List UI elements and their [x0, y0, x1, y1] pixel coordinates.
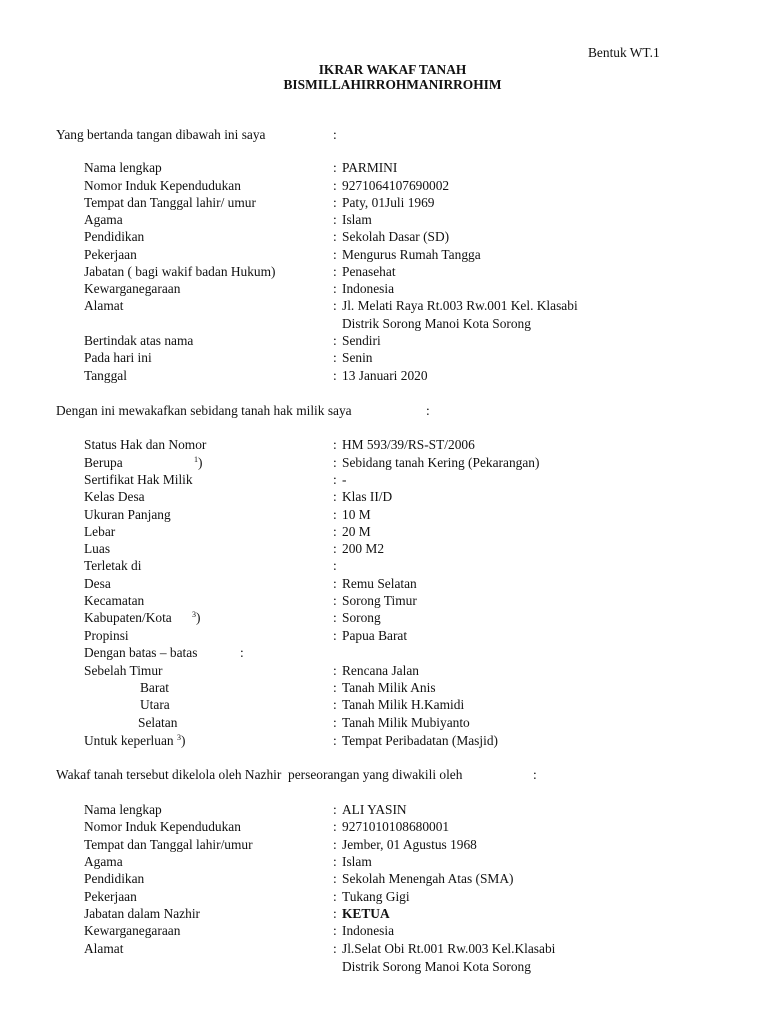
day-value: : Senin	[333, 350, 373, 365]
section3-intro-colon: :	[533, 767, 537, 782]
nazhir-job-label: Pekerjaan	[84, 889, 137, 904]
nazhir-position-label: Jabatan dalam Nazhir	[84, 906, 200, 921]
purpose-footnote: 3	[176, 733, 181, 742]
nazhir-nik-label: Nomor Induk Kependudukan	[84, 819, 241, 834]
kabupaten-value: : Sorong	[333, 610, 381, 625]
section2-intro: Dengan ini mewakafkan sebidang tanah hak milik saya	[56, 403, 352, 418]
purpose-label: Untuk keperluan $^3$)	[84, 733, 186, 748]
kabupaten-label: Kabupaten/Kota	[84, 610, 172, 625]
nazhir-position-value: : KETUA	[333, 906, 390, 921]
wakif-address-line2: Distrik Sorong Manoi Kota Sorong	[342, 316, 531, 331]
nazhir-education-value: : Sekolah Menengah Atas (SMA)	[333, 871, 514, 886]
boundary-south-value: : Tanah Milik Mubiyanto	[333, 715, 470, 730]
wakif-job-value: : Mengurus Rumah Tangga	[333, 247, 481, 262]
nazhir-address-line2: Distrik Sorong Manoi Kota Sorong	[342, 959, 531, 974]
wakif-position-label: Jabatan ( bagi wakif badan Hukum)	[84, 264, 276, 279]
boundary-east-value: : Rencana Jalan	[333, 663, 419, 678]
wakif-citizenship-value: : Indonesia	[333, 281, 395, 296]
wakif-religion-value: : Islam	[333, 212, 372, 227]
land-form-label: Berupa	[84, 455, 123, 470]
nazhir-citizenship-label: Kewarganegaraan	[84, 923, 181, 938]
wakif-nik-label: Nomor Induk Kependudukan	[84, 178, 241, 193]
kecamatan-label: Kecamatan	[84, 593, 145, 608]
date-label: Tanggal	[84, 368, 127, 383]
wakif-position-value: : Penasehat	[333, 264, 396, 279]
nazhir-name-value: : ALI YASIN	[333, 802, 407, 817]
nazhir-job-value: : Tukang Gigi	[333, 889, 410, 904]
wakif-religion-label: Agama	[84, 212, 123, 227]
nazhir-religion-value: : Islam	[333, 854, 372, 869]
width-label: Lebar	[84, 524, 116, 539]
location-value: :	[333, 558, 337, 573]
kabupaten-footnote: $^3$)	[192, 610, 201, 625]
wakif-name-label: Nama lengkap	[84, 160, 162, 175]
land-status-value: : HM 593/39/RS-ST/2006	[333, 437, 475, 452]
document-subtitle: BISMILLAHIRROHMANIRROHIM	[283, 77, 502, 92]
desa-value: : Remu Selatan	[333, 576, 417, 591]
width-value: : 20 M	[333, 524, 371, 539]
province-label: Propinsi	[84, 628, 129, 643]
province-value: : Papua Barat	[333, 628, 408, 643]
date-value: : 13 Januari 2020	[333, 368, 428, 383]
land-status-label: Status Hak dan Nomor	[84, 437, 207, 452]
section1-intro: Yang bertanda tangan dibawah ini saya	[56, 127, 266, 142]
acting-for-value: : Sendiri	[333, 333, 381, 348]
nazhir-name-label: Nama lengkap	[84, 802, 162, 817]
land-form-value: : Sebidang tanah Kering (Pekarangan)	[333, 455, 540, 470]
acting-for-label: Bertindak atas nama	[84, 333, 194, 348]
certificate-value: : -	[333, 472, 347, 487]
nazhir-address-label: Alamat	[84, 941, 124, 956]
form-code: Bentuk WT.1	[588, 45, 660, 60]
nazhir-education-label: Pendidikan	[84, 871, 145, 886]
boundary-east-label: Sebelah Timur	[84, 663, 163, 678]
nazhir-religion-label: Agama	[84, 854, 123, 869]
purpose-value: : Tempat Peribadatan (Masjid)	[333, 733, 498, 748]
day-label: Pada hari ini	[84, 350, 152, 365]
boundaries-label: Dengan batas – batas	[84, 645, 198, 660]
length-value: : 10 M	[333, 507, 371, 522]
boundaries-colon: :	[240, 645, 244, 660]
wakif-address-label: Alamat	[84, 298, 124, 313]
land-form-footnote: $^1$)	[194, 455, 203, 470]
desa-label: Desa	[84, 576, 111, 591]
boundary-north-value: : Tanah Milik H.Kamidi	[333, 697, 465, 712]
wakif-birth-label: Tempat dan Tanggal lahir/ umur	[84, 195, 256, 210]
length-label: Ukuran Panjang	[84, 507, 171, 522]
kecamatan-value: : Sorong Timur	[333, 593, 417, 608]
nazhir-birth-label: Tempat dan Tanggal lahir/umur	[84, 837, 253, 852]
section3-intro: Wakaf tanah tersebut dikelola oleh Nazhir perseorangan yang diwakili oleh	[56, 767, 463, 782]
village-class-value: : Klas II/D	[333, 489, 393, 504]
location-label: Terletak di	[84, 558, 142, 573]
certificate-label: Sertifikat Hak Milik	[84, 472, 193, 487]
section1-intro-colon: :	[333, 127, 337, 142]
area-label: Luas	[84, 541, 111, 556]
wakif-citizenship-label: Kewarganegaraan	[84, 281, 181, 296]
nazhir-address-value: : Jl.Selat Obi Rt.001 Rw.003 Kel.Klasabi	[333, 941, 556, 956]
village-class-label: Kelas Desa	[84, 489, 145, 504]
boundary-west-value: : Tanah Milik Anis	[333, 680, 436, 695]
wakif-birth-value: : Paty, 01Juli 1969	[333, 195, 435, 210]
boundary-south-label: Selatan	[138, 715, 178, 730]
boundary-north-label: Utara	[140, 697, 170, 712]
wakif-address-value: : Jl. Melati Raya Rt.003 Rw.001 Kel. Klasabi	[333, 298, 578, 313]
nazhir-nik-value: : 9271010108680001	[333, 819, 450, 834]
section2-intro-colon: :	[426, 403, 430, 418]
wakif-name-value: : PARMINI	[333, 160, 398, 175]
wakif-nik-value: : 9271064107690002	[333, 178, 450, 193]
nazhir-birth-value: : Jember, 01 Agustus 1968	[333, 837, 477, 852]
wakif-job-label: Pekerjaan	[84, 247, 137, 262]
boundary-west-label: Barat	[140, 680, 169, 695]
nazhir-citizenship-value: : Indonesia	[333, 923, 395, 938]
document-title: IKRAR WAKAF TANAH	[318, 62, 467, 77]
wakif-education-label: Pendidikan	[84, 229, 145, 244]
area-value: : 200 M2	[333, 541, 385, 556]
wakif-education-value: : Sekolah Dasar (SD)	[333, 229, 450, 244]
